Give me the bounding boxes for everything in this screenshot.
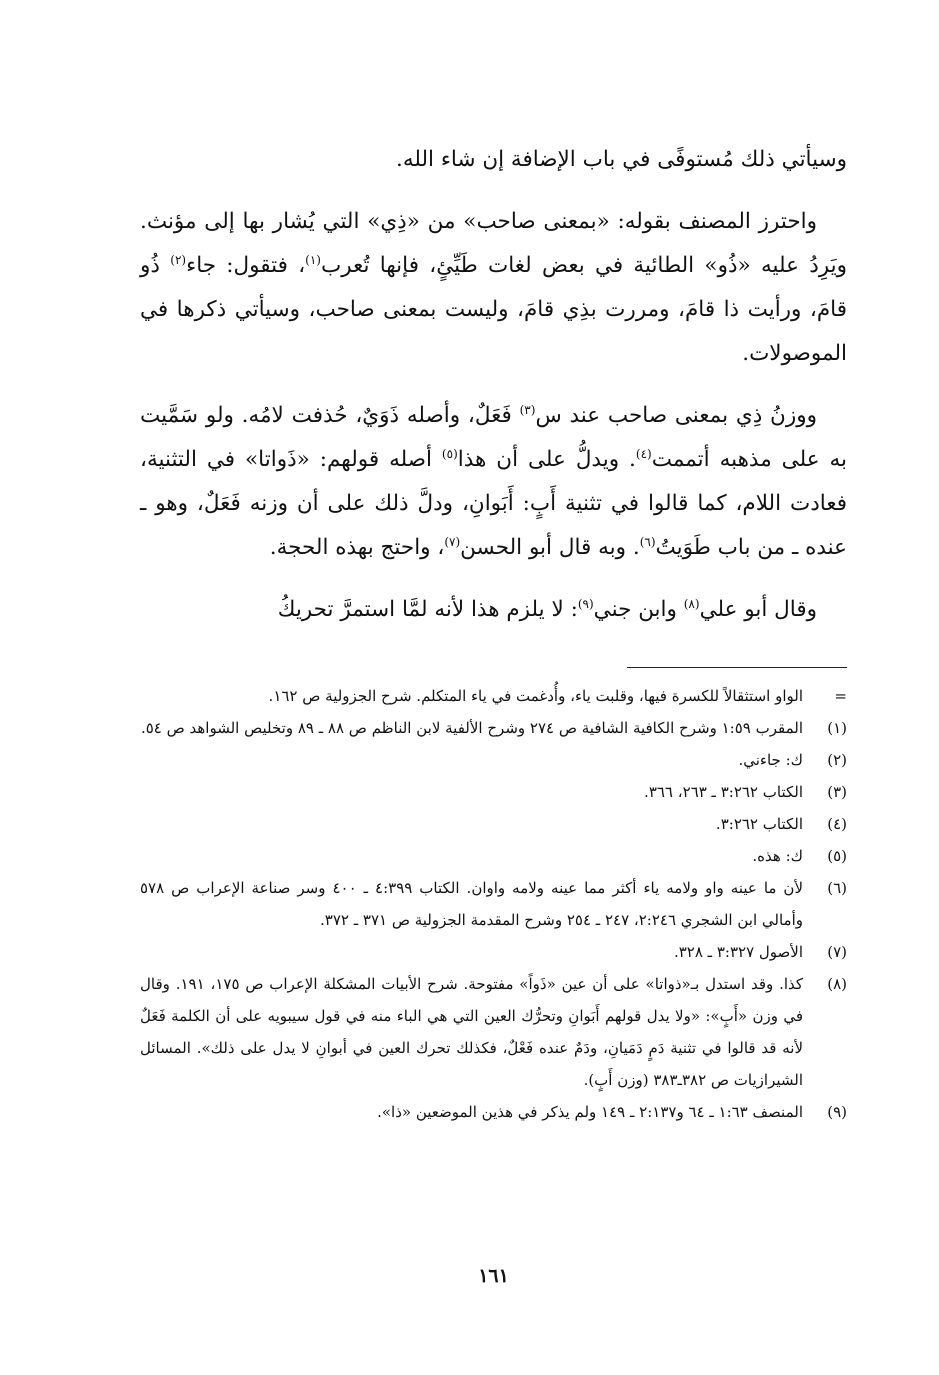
footnote-number: (٨)	[827, 975, 847, 993]
footnote-number: =	[834, 687, 847, 705]
footnote-ref[interactable]: (٣)	[519, 402, 536, 417]
footnote-number: (٢)	[827, 751, 847, 769]
footnote-text: كذا. وقد استدل بـ«ذواتا» على أن عين «ذَواً» مفتوحة. شرح الأبيات المشكلة الإعراب ص ١٧٥، ١٩١. وقال في وزن «أَبٍ»: «ولا يدل قولهم أَبَوانِ وتحرُّك العين التي هي الباء منه في قول سيبويه على أن الكلمة فَعَلٌ لأنه قد قالوا في تثنية دَمٍ دَمَيانِ، ودَمٌ عنده فَعْلٌ، فكذلك تحرك العين في أبوانِ لا يدل على ذلك». المسائل الشيرازيات ص ٣٨٢ـ٣٨٣ (وزن أَبٍ).	[140, 975, 804, 1089]
text-segment: . ويدلُّ على أن هذا	[457, 447, 636, 472]
footnote	[140, 776, 847, 808]
text-segment: ووزنُ ذِي بمعنى صاحب عند س	[535, 403, 817, 428]
text-segment: واحترز المصنف بقوله: «بمعنى صاحب» من «ذِي» التي يُشار بها إلى مؤنث. ويَرِدُ عليه «ذُو» الطائية في بعض لغات طَيِّئٍ، فإنها تُعرب	[140, 209, 848, 278]
text-segment: أصله قولهم: «ذَواتا» في التثنية، فعادت اللام، كما قالوا في تثنية أَبٍ: أَبَوانِ، ودلَّ ذلك على أن وزنه فَعَلٌ، وهو ـ عنده ـ من باب طَوَيتُ	[140, 447, 847, 560]
text-segment: ذُو قامَ، ورأيت ذا قامَ، ومررت بذِي قامَ، وليست بمعنى صاحب، وسيأتي ذكرها في الموصولات.	[140, 253, 847, 366]
footnote-ref[interactable]: (٧)	[444, 534, 461, 549]
footnote	[140, 680, 847, 712]
footnote-ref[interactable]: (٢)	[170, 252, 187, 267]
footnote	[140, 744, 847, 776]
footnote-text: ك: هذه.	[752, 847, 803, 865]
footnote	[140, 1096, 847, 1128]
footnote-divider	[627, 667, 847, 668]
text-segment: فَعَلٌ، وأصله ذَوَيٌ، حُذفت لامُه. ولو سَمَّيت به على مذهبه أتممت	[140, 403, 848, 472]
footnote-number: (٧)	[827, 943, 847, 961]
footnote-ref[interactable]: (٦)	[639, 534, 656, 549]
footnote-text: المقرب ١:٥٩ وشرح الكافية الشافية ص ٢٧٤ وشرح الألفية لابن الناظم ص ٨٨ ـ ٨٩ وتخليص الشواهد ص ٥٤.	[140, 719, 803, 737]
footnote	[140, 808, 847, 840]
text-segment: وقال أبو علي	[699, 597, 817, 622]
footnote-text: المنصف ١:٦٣ ـ ٦٤ و٢:١٣٧ ـ ١٤٩ ولم يذكر في هذين الموضعين «ذا».	[377, 1103, 803, 1121]
paragraph	[140, 138, 847, 182]
main-text	[140, 138, 847, 650]
text-segment: وابن جني	[593, 597, 684, 622]
footnote-number: (٩)	[827, 1103, 847, 1121]
text-segment: . وبه قال أبو الحسن	[460, 535, 640, 560]
footnote	[140, 936, 847, 968]
document-page	[140, 0, 847, 1375]
footnote	[140, 840, 847, 872]
footnote-number: (٦)	[827, 879, 847, 897]
paragraph	[140, 588, 847, 632]
footnote-text: الأصول ٣:٣٢٧ ـ ٣٢٨.	[673, 943, 803, 961]
text-segment: : لا يلزم هذا لأنه لمَّا استمرَّ تحريكُ	[277, 597, 578, 622]
footnote-ref[interactable]: (٤)	[635, 446, 652, 461]
footnote-ref[interactable]: (١)	[305, 252, 321, 267]
paragraph	[140, 200, 847, 376]
footnote-ref[interactable]: (٨)	[683, 596, 700, 611]
footnotes-section	[140, 680, 847, 1128]
footnote	[140, 872, 847, 936]
footnote	[140, 968, 847, 1096]
footnote-number: (٤)	[827, 815, 847, 833]
footnote	[140, 712, 847, 744]
footnote-text: الواو استثقالاً للكسرة فيها، وقلبت ياء، وأُدغمت في ياء المتكلم. شرح الجزولية ص ١٦٢.	[268, 687, 803, 705]
page-number: ١٦١	[478, 1265, 509, 1287]
footnote-number: (٣)	[827, 783, 847, 801]
footnote-number: (٥)	[827, 847, 847, 865]
text-segment: ، واحتج بهذه الحجة.	[269, 535, 445, 560]
text-segment: وسيأتي ذلك مُستوفًى في باب الإضافة إن شاء الله.	[395, 147, 847, 172]
footnote-text: لأن ما عينه واو ولامه ياء أكثر مما عينه ولامه واوان. الكتاب ٤:٣٩٩ ـ ٤٠٠ وسر صناعة الإعراب ص ٥٧٨ وأمالي ابن الشجري ٢:٢٤٦، ٢٤٧ ـ ٢٥٤ وشرح المقدمة الجزولية ص ٣٧١ ـ ٣٧٢.	[140, 879, 803, 929]
text-segment: ، فتقول: جاء	[186, 253, 306, 278]
footnote-text: الكتاب ٣:٢٦٢ ـ ٢٦٣، ٣٦٦.	[644, 783, 803, 801]
paragraph	[140, 394, 847, 570]
footnote-ref[interactable]: (٩)	[577, 596, 594, 611]
footnote-text: الكتاب ٣:٢٦٢.	[715, 815, 803, 833]
footnote-ref[interactable]: (٥)	[441, 446, 458, 461]
footnote-text: ك: جاءني.	[738, 751, 803, 769]
footnote-number: (١)	[827, 719, 847, 737]
